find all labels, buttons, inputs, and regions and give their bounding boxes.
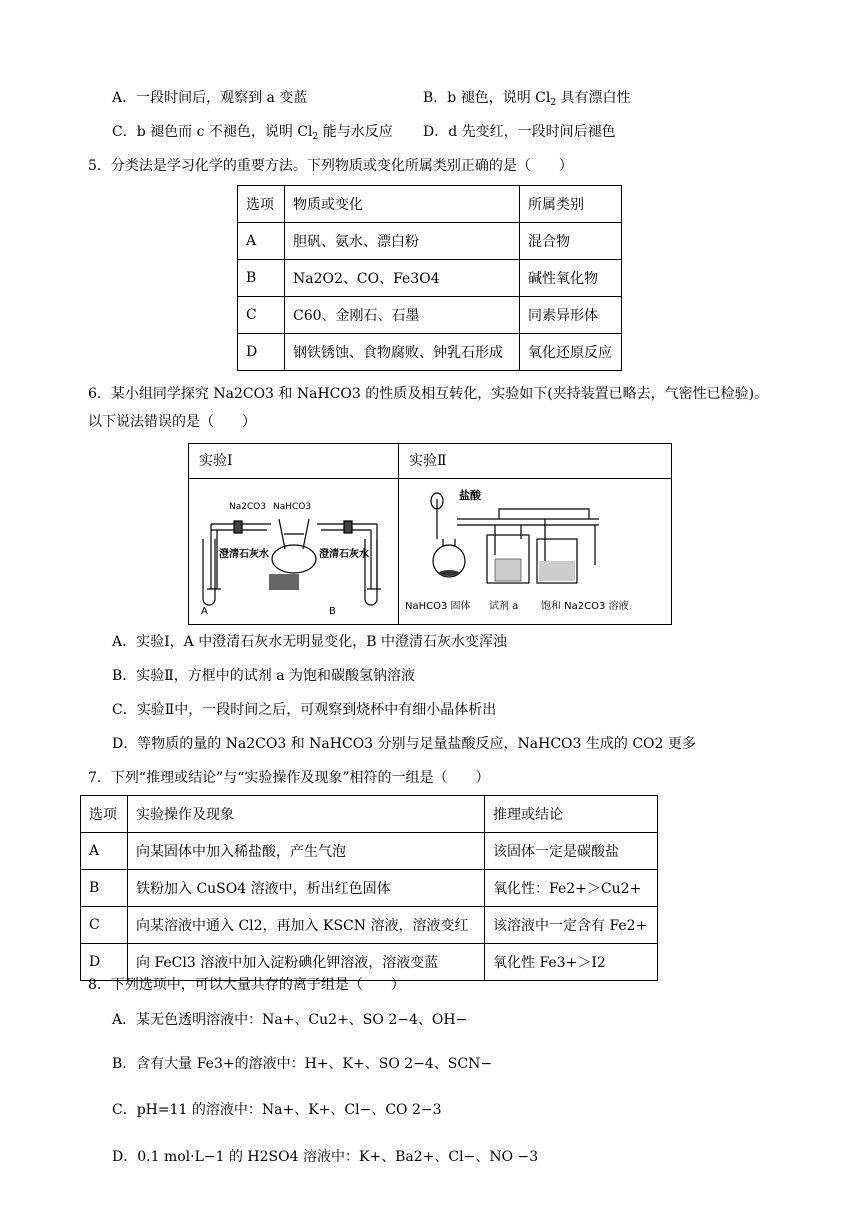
q6-option-c: C．实验Ⅱ中，一段时间之后，可观察到烧杯中有细小晶体析出 [112,702,497,718]
q8-stem: 8．下列选项中，可以大量共存的离子组是（ ） [88,977,405,993]
q6-option-b: B．实验Ⅱ，方框中的试剂 a 为饱和碳酸氢钠溶液 [112,668,416,684]
q8-option-b: B．含有大量 Fe3+的溶液中：H+、K+、SO 2−4、SCN− [112,1056,493,1072]
q4-option-d: D．d 先变红，一段时间后褪色 [423,124,616,140]
table-row [238,260,622,297]
q5-cell: D [238,334,285,371]
exp2-label-acid: 盐酸 [459,489,481,502]
q7-cell: 铁粉加入 CuSO4 溶液中，析出红色固体 [128,870,485,907]
exp2-label-saturated: 饱和 Na2CO3 溶液 [541,601,629,612]
table-row [238,186,622,223]
q7-header-conclusion: 推理或结论 [485,796,658,833]
q6-stem-line1: 6．某小组同学探究 Na2CO3 和 NaHCO3 的性质及相互转化，实验如下(夹持装置已略去，气密性已检验)。 [88,386,769,402]
q5-header-item: 物质或变化 [285,186,520,223]
q7-cell: B [81,870,128,907]
q7-cell: D [81,944,128,981]
q6-stem-line2: 以下说法错误的是（ ） [88,414,256,430]
table-row [81,907,658,944]
q5-cell: 胆矾、氨水、漂白粉 [285,223,520,260]
exp2-title: 实验Ⅱ [409,453,447,469]
q5-cell: 同素异形体 [520,297,622,334]
q7-header-operation: 实验操作及现象 [128,796,485,833]
q5-header-category: 所属类别 [520,186,622,223]
exp1-label-lime-right: 澄清石灰水 [319,549,369,560]
q6-option-d: D．等物质的量的 Na2CO3 和 NaHCO3 分别与足量盐酸反应，NaHCO3 生成的 CO2 更多 [112,736,696,752]
q8-option-d: D．0.1 mol·L−1 的 H2SO4 溶液中：K+、Ba2+、Cl−、NO −3 [112,1149,539,1165]
q4-option-a: A．一段时间后，观察到 a 变蓝 [112,90,308,106]
q6-experiment-figure [188,443,672,625]
exp1-title: 实验Ⅰ [199,453,233,469]
table-row [238,334,622,371]
q5-cell: 钢铁锈蚀、食物腐败、钟乳石形成 [285,334,520,371]
table-row [81,870,658,907]
q5-cell: 混合物 [520,223,622,260]
q4-option-c: C．b 褪色而 c 不褪色，说明 $Cl_2$ 能与水反应 [112,124,393,142]
table-row [81,833,658,870]
q5-table [237,185,622,371]
q5-cell: 碱性氧化物 [520,260,622,297]
table-row [238,223,622,260]
exp1-label-na2co3: Na2CO3 [229,502,267,512]
q7-table [80,795,658,981]
table-row [238,297,622,334]
q7-stem: 7．下列“推理或结论”与“实验操作及现象”相符的一组是（ ） [88,770,490,786]
q7-cell: 向 FeCl3 溶液中加入淀粉碘化钾溶液，溶液变蓝 [128,944,485,981]
q7-cell: C [81,907,128,944]
q8-option-c: C．pH=11 的溶液中：Na+、K+、Cl−、CO 2−3 [112,1102,442,1118]
q7-cell: 氧化性 Fe3+＞I2 [485,944,658,981]
q7-cell: 氧化性：Fe2+＞Cu2+ [485,870,658,907]
exp2-label-reagent: 试剂 a [489,601,519,612]
q5-header-option: 选项 [238,186,285,223]
q4-option-b: B．b 褪色，说明 $Cl_2$ 具有漂白性 [423,90,631,108]
exp1-label-b: B [329,606,336,617]
table-row [81,796,658,833]
q5-cell: C [238,297,285,334]
q7-cell: A [81,833,128,870]
q6-option-a: A．实验Ⅰ，A 中澄清石灰水无明显变化，B 中澄清石灰水变浑浊 [112,634,507,650]
q5-cell: 氧化还原反应 [520,334,622,371]
exp1-label-nahco3: NaHCO3 [273,502,312,512]
exp1-label-lime-left: 澄清石灰水 [219,549,269,560]
q5-cell: C60、金刚石、石墨 [285,297,520,334]
q5-cell: Na2O2、CO、Fe3O4 [285,260,520,297]
q7-cell: 该固体一定是碳酸盐 [485,833,658,870]
exp2-label-solid: NaHCO3 固体 [405,601,471,612]
q5-cell: B [238,260,285,297]
q8-option-a: A．某无色透明溶液中：Na+、Cu2+、SO 2−4、OH− [112,1012,468,1028]
q5-cell: A [238,223,285,260]
q7-cell: 向某固体中加入稀盐酸，产生气泡 [128,833,485,870]
exp1-apparatus-diagram [189,479,398,623]
q7-cell: 向某溶液中通入 Cl2，再加入 KSCN 溶液，溶液变红 [128,907,485,944]
exp2-apparatus-diagram [399,479,671,623]
q5-stem: 5．分类法是学习化学的重要方法。下列物质或变化所属类别正确的是（ ） [88,158,573,174]
exp1-label-a: A [201,606,208,617]
q7-cell: 该溶液中一定含有 Fe2+ [485,907,658,944]
q7-header-option: 选项 [81,796,128,833]
